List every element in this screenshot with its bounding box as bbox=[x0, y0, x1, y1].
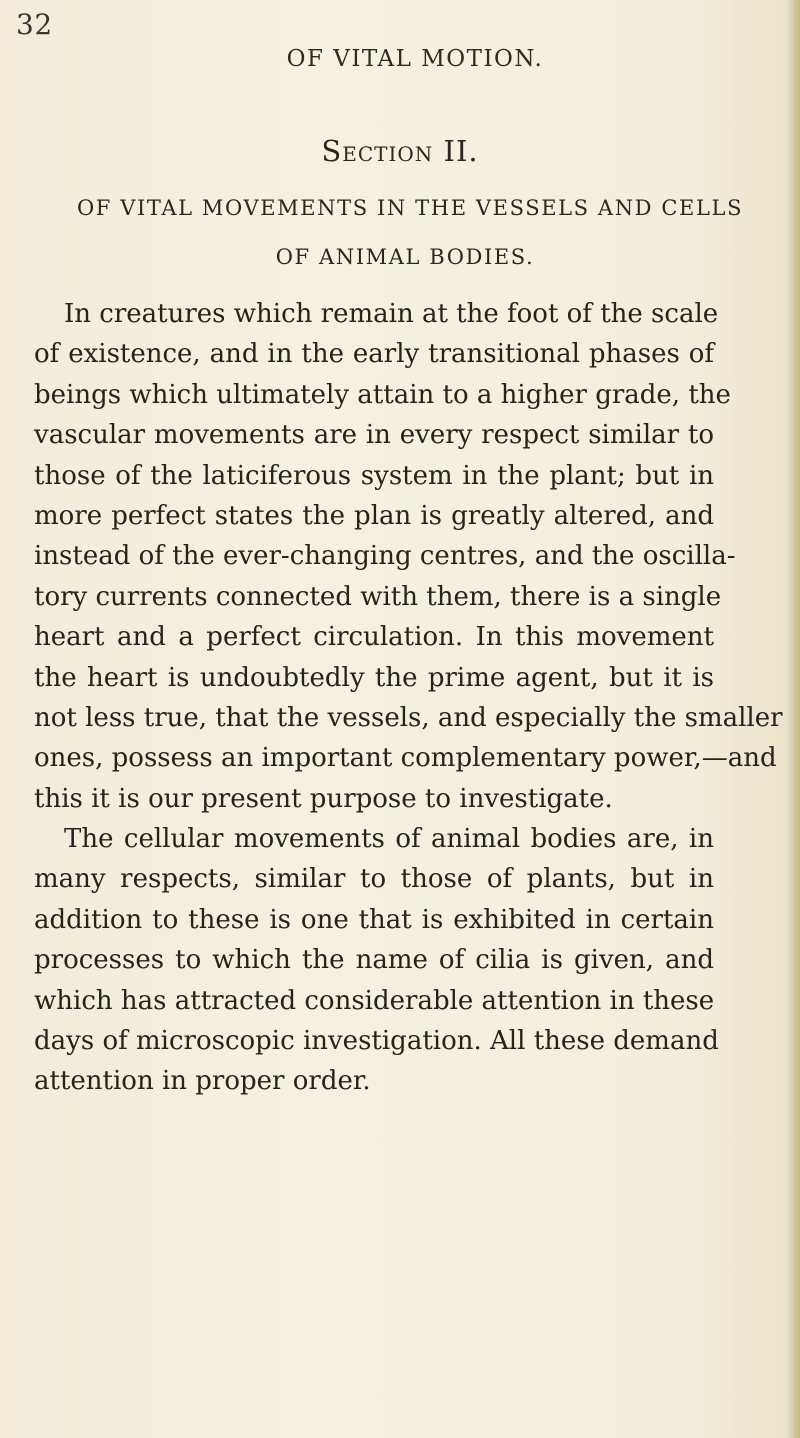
text-line: of existence, and in the early transitional phases of bbox=[34, 339, 714, 370]
section-title: Section II. bbox=[321, 134, 479, 168]
text-line: tory currents connected with them, there is a single bbox=[34, 581, 722, 612]
text-line: instead of the ever-changing centres, and the oscilla- bbox=[34, 541, 736, 572]
text-line: ones, possess an important complementary power,—and bbox=[34, 743, 777, 774]
text-line: not less true, that the vessels, and especially the smaller bbox=[34, 702, 783, 733]
body-text bbox=[34, 294, 783, 1102]
text-line: vascular movements are in every respect similar to bbox=[34, 420, 714, 451]
text-line: which has attracted considerable attention in these bbox=[34, 985, 715, 1016]
text-line: attention in proper order. bbox=[34, 1066, 371, 1097]
running-head: OF VITAL MOTION. bbox=[286, 46, 544, 72]
text-line: In creatures which remain at the foot of the scale bbox=[64, 299, 719, 329]
text-line: those of the laticiferous system in the plant; but in bbox=[34, 460, 714, 491]
text-line: the heart is undoubtedly the prime agent, but it is bbox=[34, 662, 714, 693]
text-line: days of microscopic investigation. All these demand bbox=[34, 1026, 719, 1057]
text-line: more perfect states the plan is greatly altered, and bbox=[34, 500, 714, 531]
text-line: heart and a perfect circulation. In this movement bbox=[34, 622, 714, 653]
text-line: many respects, similar to those of plants, but in bbox=[34, 864, 714, 895]
page-number: 32 bbox=[16, 8, 53, 41]
text-line: The cellular movements of animal bodies are, in bbox=[64, 824, 714, 855]
text-line: addition to these is one that is exhibited in certain bbox=[34, 904, 714, 935]
text-line: processes to which the name of cilia is given, and bbox=[34, 945, 714, 976]
section-subtitle-line-1: OF VITAL MOVEMENTS IN THE VESSELS AND CELLS bbox=[76, 196, 744, 220]
section-subtitle-line-2: OF ANIMAL BODIES. bbox=[275, 245, 535, 269]
text-line: this it is our present purpose to investigate. bbox=[34, 783, 613, 814]
text-line: beings which ultimately attain to a higher grade, the bbox=[34, 379, 731, 410]
